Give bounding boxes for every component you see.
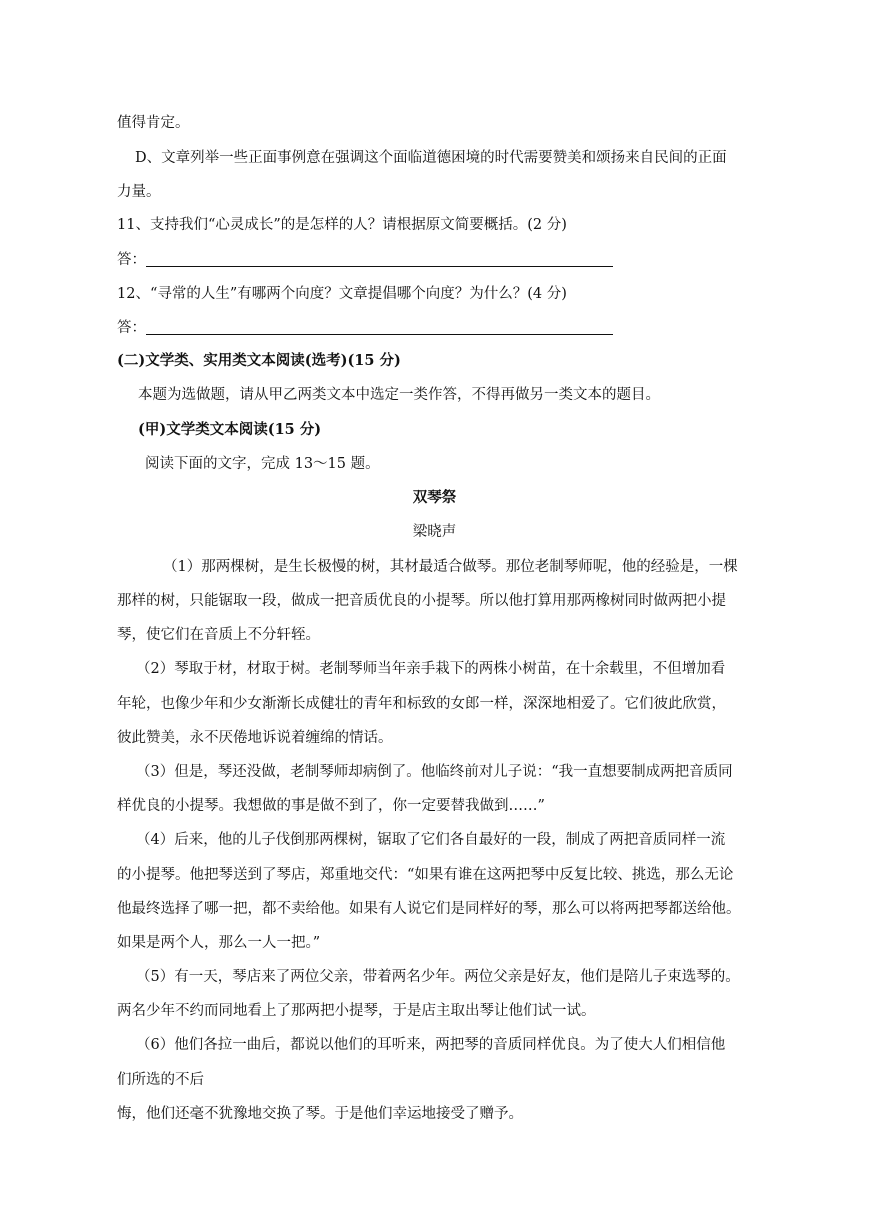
- paragraph-line: 两名少年不约而同地看上了那两把小提琴，于是店主取出琴让他们试一试。: [117, 1003, 596, 1019]
- paragraph-line: （3）但是，琴还没做，老制琴师却病倒了。他临终前对儿子说：“我一直想要制成两把音质同: [136, 764, 733, 780]
- reading-prompt: 阅读下面的文字，完成 13～15 题。: [145, 456, 380, 472]
- paragraph-line: 悔，他们还毫不犹豫地交换了琴。于是他们幸运地接受了赠予。: [117, 1106, 523, 1122]
- paragraph-line: 彼此赞美，永不厌倦地诉说着缠绵的情话。: [117, 730, 393, 746]
- story-author: 梁晓声: [412, 524, 457, 540]
- paragraph-line: 如果是两个人，那么一人一把。”: [117, 935, 321, 951]
- paragraph-line: 那样的树，只能锯取一段，做成一把音质优良的小提琴。所以他打算用那两橡树同时做两把小提: [117, 593, 726, 609]
- paragraph-line: 样优良的小提琴。我想做的事是做不到了，你一定要替我做到……”: [117, 798, 545, 814]
- paragraph-line: 的小提琴。他把琴送到了琴店，郑重地交代：“如果有谁在这两把琴中反复比较、挑选，那么无论: [117, 867, 734, 883]
- question-12-answer-line[interactable]: [146, 334, 613, 335]
- question-12-answer-label: 答：: [117, 320, 146, 336]
- section-instruction: 本题为选做题，请从甲乙两类文本中选定一类作答，不得再做另一类文本的题目。: [138, 387, 660, 403]
- question-12: 12、“寻常的人生”有哪两个向度？文章提倡哪个向度？为什么？(4 分): [117, 286, 567, 302]
- paragraph-line: 年轮，也像少年和少女渐渐长成健壮的青年和标致的女郎一样，深深地相爱了。它们彼此欣赏，: [117, 696, 726, 712]
- section-heading: (二)文学类、实用类文本阅读(选考)(15 分): [117, 352, 401, 369]
- paragraph-line: （6）他们各拉一曲后，都说以他们的耳听来，两把琴的音质同样优良。为了使大人们相信他: [136, 1037, 726, 1053]
- continuation-text: 值得肯定。: [117, 115, 190, 131]
- question-11: 11、支持我们“心灵成长”的是怎样的人？请根据原文简要概括。(2 分): [117, 217, 567, 233]
- paragraph-line: （1）那两棵树，是生长极慢的树，其材最适合做琴。那位老制琴师呢，他的经验是，一棵: [163, 559, 738, 575]
- story-title: 双琴祭: [412, 489, 457, 506]
- option-d-line-1: D、文章列举一些正面事例意在强调这个面临道德困境的时代需要赞美和颂扬来自民间的正面: [135, 150, 727, 166]
- option-d-line-2: 力量。: [117, 184, 161, 200]
- paragraph-line: （5）有一天，琴店来了两位父亲，带着两名少年。两位父亲是好友，他们是陪儿子束选琴的。: [136, 969, 740, 985]
- question-11-answer-line[interactable]: [146, 266, 613, 267]
- paragraph-line: （4）后来，他的儿子伐倒那两棵树，锯取了它们各自最好的一段，制成了两把音质同样一流: [136, 832, 726, 848]
- question-11-answer-label: 答：: [117, 252, 146, 268]
- section-subheading: (甲)文学类文本阅读(15 分): [138, 421, 322, 438]
- paragraph-line: （2）琴取于材，材取于树。老制琴师当年亲手栽下的两株小树苗，在十余载里，不但增加看: [136, 661, 726, 677]
- paragraph-line: 们所选的不后: [117, 1072, 204, 1088]
- paragraph-line: 琴，使它们在音质上不分轩轾。: [117, 627, 320, 643]
- paragraph-line: 他最终选择了哪一把，都不卖给他。如果有人说它们是同样好的琴，那么可以将两把琴都送给他。: [117, 901, 741, 917]
